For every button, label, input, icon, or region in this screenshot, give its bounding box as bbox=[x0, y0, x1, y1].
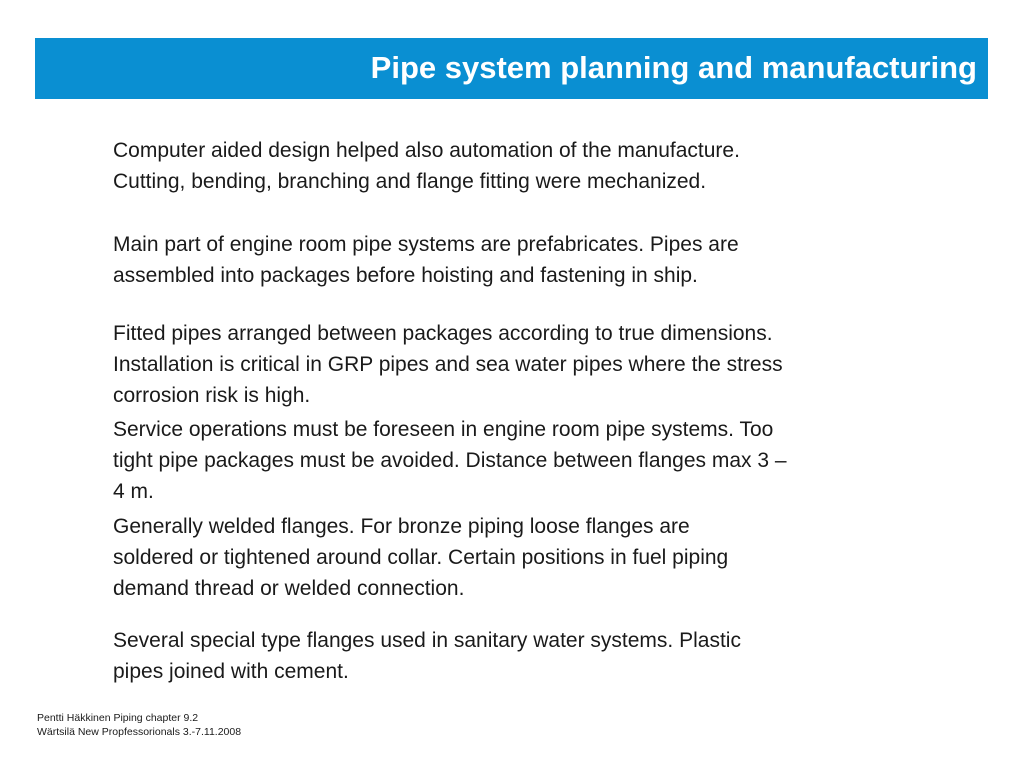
paragraph-line: demand thread or welded connection. bbox=[113, 577, 465, 600]
slide-footer bbox=[37, 711, 241, 739]
paragraph-service-operations bbox=[113, 414, 787, 507]
paragraph-line: 4 m. bbox=[113, 480, 154, 503]
footer-event: Wärtsilä New Propfessorionals 3.-7.11.2008 bbox=[37, 726, 242, 738]
slide-title: Pipe system planning and manufacturing bbox=[370, 50, 977, 85]
paragraph-line: Main part of engine room pipe systems are prefabricates. Pipes are bbox=[113, 233, 739, 256]
paragraph-line: Installation is critical in GRP pipes and sea water pipes where the stress bbox=[113, 353, 783, 376]
paragraph-line: Several special type flanges used in sanitary water systems. Plastic bbox=[113, 629, 741, 652]
title-bar bbox=[35, 38, 988, 99]
paragraph-special-flanges bbox=[113, 625, 741, 687]
paragraph-line: Service operations must be foreseen in engine room pipe systems. Too bbox=[113, 418, 774, 441]
paragraph-line: corrosion risk is high. bbox=[113, 384, 311, 407]
paragraph-fitted-pipes bbox=[113, 318, 783, 411]
paragraph-prefabricates bbox=[113, 229, 739, 291]
footer-author: Pentti Häkkinen Piping chapter 9.2 bbox=[37, 712, 199, 724]
paragraph-line: Generally welded flanges. For bronze piping loose flanges are bbox=[113, 515, 690, 538]
paragraph-line: Fitted pipes arranged between packages according to true dimensions. bbox=[113, 322, 773, 345]
paragraph-line: pipes joined with cement. bbox=[113, 660, 349, 683]
paragraph-line: Cutting, bending, branching and flange fitting were mechanized. bbox=[113, 170, 707, 193]
paragraph-line: tight pipe packages must be avoided. Distance between flanges max 3 – bbox=[113, 449, 787, 472]
paragraph-line: Computer aided design helped also automation of the manufacture. bbox=[113, 139, 740, 162]
paragraph-welded-flanges bbox=[113, 511, 728, 604]
paragraph-cad-automation bbox=[113, 135, 740, 197]
paragraph-line: soldered or tightened around collar. Certain positions in fuel piping bbox=[113, 546, 729, 569]
paragraph-line: assembled into packages before hoisting and fastening in ship. bbox=[113, 264, 698, 287]
